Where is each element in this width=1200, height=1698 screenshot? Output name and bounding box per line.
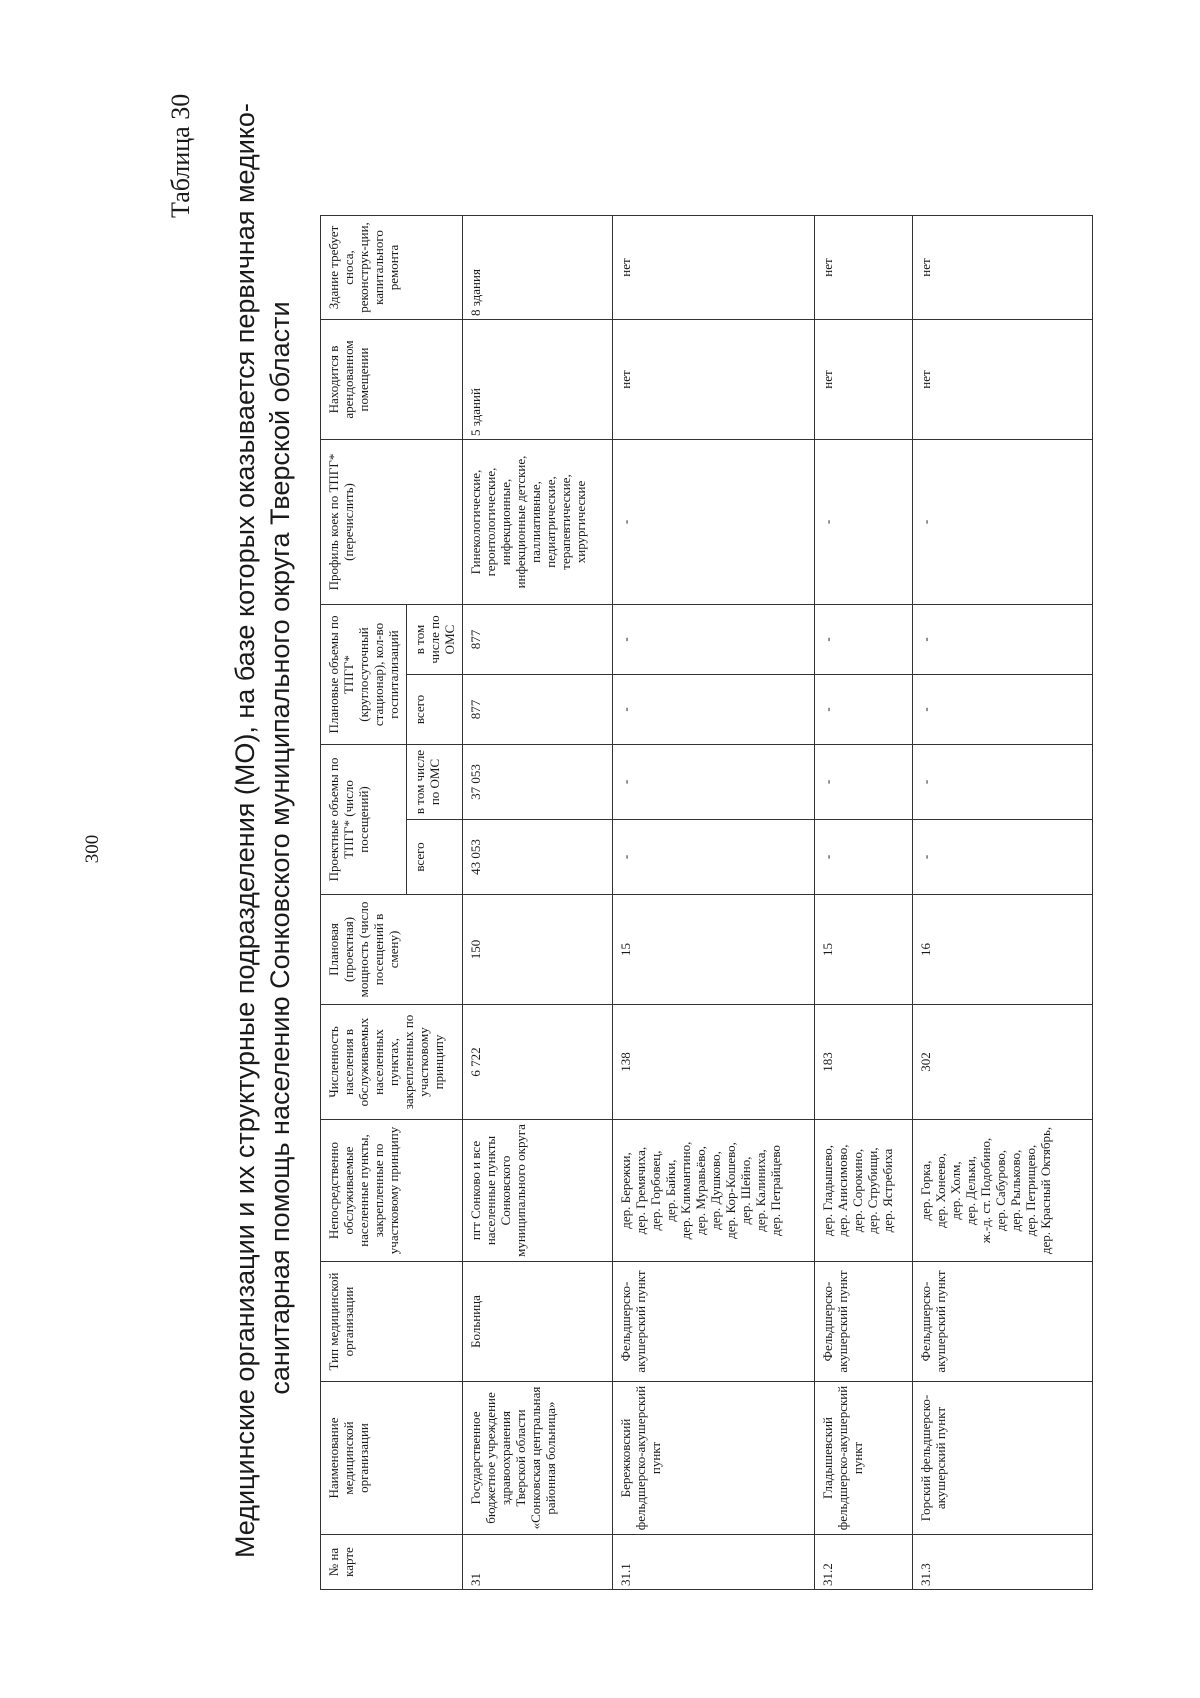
cell-rented: 5 зданий [463,320,613,440]
cell-rented: нет [613,320,815,440]
served-item: дер. Петрайцево [768,1145,783,1236]
cell-type: Больница [463,1262,613,1382]
served-item: пгт Сонково и все населенные пункты Сонковского муниципального округа [468,1124,528,1257]
cell-profile: - [913,440,1093,605]
cell-plan-total: - [613,675,815,745]
table-label: Таблица 30 [166,93,195,218]
cell-proj-total: - [913,820,1093,895]
cell-served [613,1120,815,1262]
served-item: дер. Ястребиха [880,1148,895,1233]
served-item: дер. Горбовец, [648,1150,663,1231]
cell-capacity: 15 [613,895,815,1005]
cell-proj-oms: 37 053 [463,745,613,820]
document-title [228,103,298,1558]
cell-type: Фельдшерско-акушерский пункт [913,1262,1093,1382]
header-num: № на карте [321,1535,463,1590]
header-plan-oms: в том числе по ОМС [407,605,463,675]
served-item: дер. Струбищи, [865,1147,880,1234]
cell-demolish: нет [815,216,913,320]
cell-capacity: 15 [815,895,913,1005]
cell-num: 31 [463,1535,613,1590]
served-item: дер. Рыльково, [1008,1149,1023,1232]
served-item: дер. Гремячиха, [633,1146,648,1235]
served-item: ж.-д. ст. Подобино, [978,1137,993,1244]
header-proj-oms: в том числе по ОМС [407,745,463,820]
title-line-2: санитарная помощь населению Сонковского муниципального округа Тверской области [265,301,295,1395]
title-line-1: Медицинские организации и их структурные подразделения (МО), на базе которых оказывается первичная медико- [230,103,260,1558]
served-item: дер. Климантино, [678,1141,693,1240]
cell-name: Бережковский фельдшерско-акушерский пункт [613,1382,815,1535]
cell-demolish: нет [913,216,1093,320]
cell-served [463,1120,613,1262]
cell-name: Горский фельдшерско-акушерский пункт [913,1382,1093,1535]
table-row [913,216,1093,1590]
header-served: Непосредственно обслуживаемые населенные пункты, закрепленные по участковому принципу [321,1120,463,1262]
cell-num: 31.3 [913,1535,1093,1590]
cell-capacity: 150 [463,895,613,1005]
cell-population: 138 [613,1005,815,1120]
cell-proj-oms: - [815,745,913,820]
cell-profile: - [613,440,815,605]
served-item: дер. Петрищево, [1023,1144,1038,1237]
served-item: дер. Дельки, [963,1155,978,1226]
served-item: дер. Горка, [918,1160,933,1221]
served-item: дер. Кор-Кошево, [723,1142,738,1239]
header-capacity: Плановая (проектная) мощность (число посещений в смену) [321,895,463,1005]
cell-type: Фельдшерско-акушерский пункт [815,1262,913,1382]
served-item: дер. Душково, [708,1151,723,1230]
served-item: дер. Сабурово, [993,1149,1008,1232]
header-profile: Профиль коек по ТПГГ* (перечислить) [321,440,463,605]
header-demolish: Здание требует сноса, реконструк-ции, капитального ремонта [321,216,463,320]
cell-population: 6 722 [463,1005,613,1120]
cell-proj-oms: - [913,745,1093,820]
served-item: дер. Калиниха, [753,1149,768,1232]
page-number: 300 [82,834,103,864]
cell-served [913,1120,1093,1262]
table-row [463,216,613,1590]
cell-rented: нет [815,320,913,440]
header-name: Наименование медицинской организации [321,1382,463,1535]
table-row [815,216,913,1590]
cell-plan-oms: - [815,605,913,675]
cell-plan-oms: - [913,605,1093,675]
cell-num: 31.2 [815,1535,913,1590]
cell-profile: Гинекологические, геронтологические, инфекционные, инфекционные детские, паллиативные, педиатрические, терапевтические, хирургические [463,440,613,605]
header-rented: Находится в арендованном помещении [321,320,463,440]
cell-population: 302 [913,1005,1093,1120]
header-population: Численность населения в обслуживаемых населенных пунктах, закрепленных по участковому принципу [321,1005,463,1120]
cell-plan-oms: - [613,605,815,675]
cell-rented: нет [913,320,1093,440]
organizations-table [320,215,1093,1590]
cell-plan-total: - [815,675,913,745]
served-item: дер. Бережки, [618,1152,633,1229]
cell-proj-oms: - [613,745,815,820]
served-item: дер. Анисимово, [835,1144,850,1237]
served-item: дер. Шейно, [738,1156,753,1225]
cell-name: Гладышевский фельдшерско-акушерский пункт [815,1382,913,1535]
header-projected-volumes: Проектные объемы по ТПГГ* (число посещений) [321,745,407,895]
cell-proj-total: - [613,820,815,895]
header-planned-volumes: Плановые объемы по ТПГГ* (круглосуточный стационар), кол-во госпитализаций [321,605,407,745]
cell-num: 31.1 [613,1535,815,1590]
cell-name: Государственное бюджетное учреждение здравоохранения Тверской области «Сонковская центральная районная больница» [463,1382,613,1535]
table-row [613,216,815,1590]
cell-type: Фельдшерско-акушерский пункт [613,1262,815,1382]
served-item: дер. Гладышево, [820,1144,835,1237]
cell-plan-total: 877 [463,675,613,745]
cell-demolish: 8 здания [463,216,613,320]
served-item: дер. Хонеево, [933,1153,948,1228]
served-item: дер. Сорокино, [850,1148,865,1233]
header-proj-total: всего [407,820,463,895]
cell-served [815,1120,913,1262]
header-plan-total: всего [407,675,463,745]
served-item: дер. Муравьёво, [693,1145,708,1236]
cell-population: 183 [815,1005,913,1120]
cell-proj-total: - [815,820,913,895]
served-item: дер. Холм, [948,1161,963,1220]
served-item: дер. Красный Октябрь, [1038,1126,1053,1255]
header-row [321,216,407,1590]
cell-demolish: нет [613,216,815,320]
cell-profile: - [815,440,913,605]
header-type: Тип медицинской организации [321,1262,463,1382]
cell-plan-total: - [913,675,1093,745]
cell-proj-total: 43 053 [463,820,613,895]
cell-plan-oms: 877 [463,605,613,675]
served-item: дер. Байки, [663,1159,678,1222]
cell-capacity: 16 [913,895,1093,1005]
